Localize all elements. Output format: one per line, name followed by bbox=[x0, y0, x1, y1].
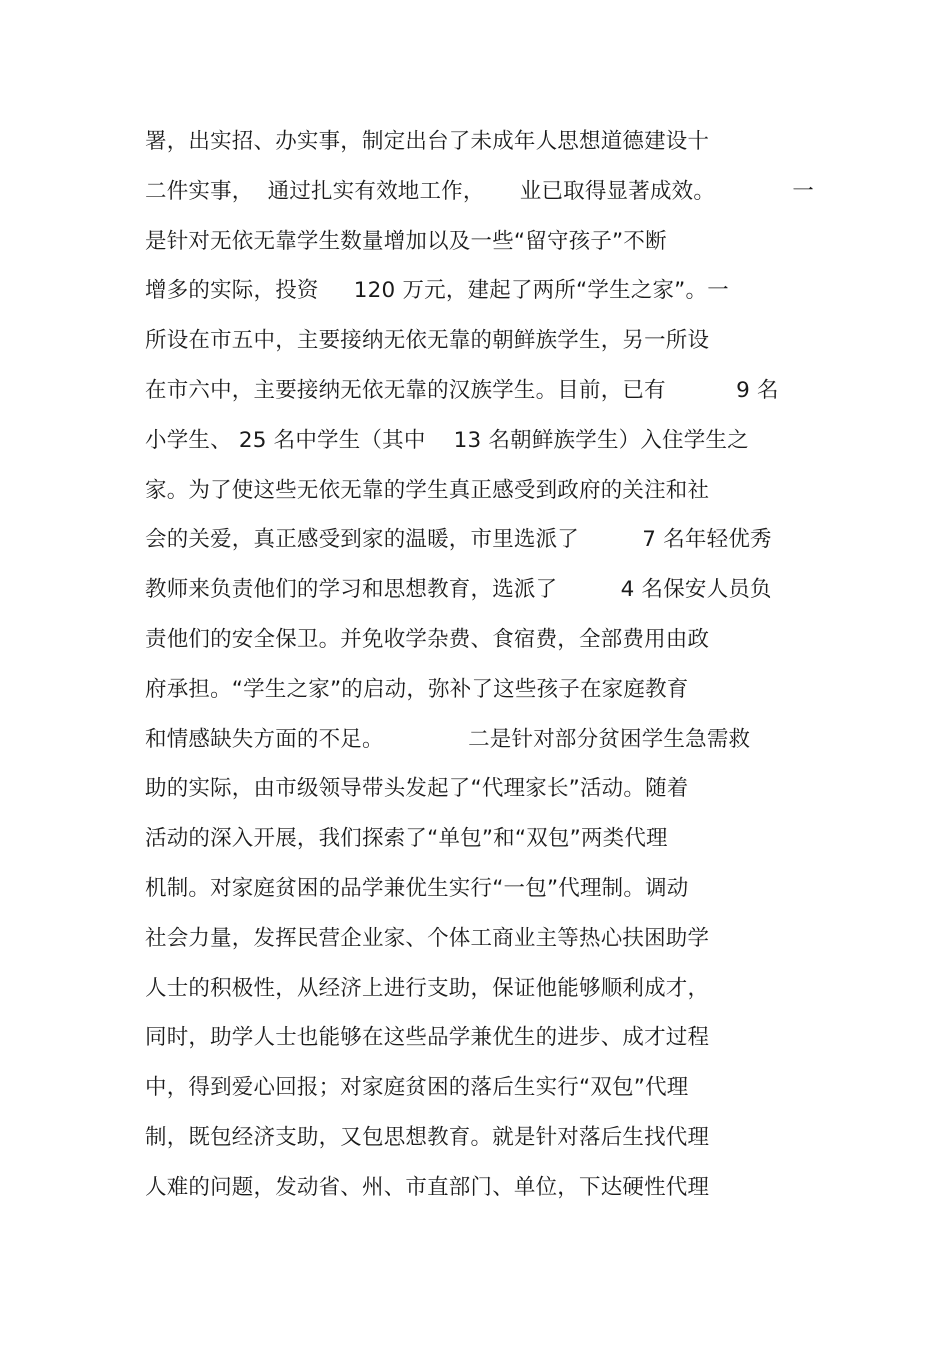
text-line: 人士的积极性，从经济上进行支助，保证他能够顺利成才， bbox=[145, 975, 710, 1001]
text-line: 助的实际，由市级领导带头发起了“代理家长”活动。随着 bbox=[145, 776, 689, 802]
text-line: 和情感缺失方面的不足。 二是针对部分贫困学生急需救 bbox=[145, 726, 751, 752]
text-line: 所设在市五中，主要接纳无依无靠的朝鲜族学生，另一所设 bbox=[145, 328, 710, 354]
text-line: 机制。对家庭贫困的品学兼优生实行“一包”代理制。调动 bbox=[145, 875, 689, 901]
body-text bbox=[145, 122, 845, 1218]
text-line: 同时，助学人士也能够在这些品学兼优生的进步、成才过程 bbox=[145, 1025, 710, 1051]
text-line: 在市六中，主要接纳无依无靠的汉族学生。目前，已有 9 名 bbox=[145, 377, 779, 403]
text-line: 人难的问题，发动省、州、市直部门、单位，下达硬性代理 bbox=[145, 1174, 710, 1200]
text-line: 会的关爱，真正感受到家的温暖，市里选派了 7 名年轻优秀 bbox=[145, 527, 772, 553]
text-line: 教师来负责他们的学习和思想教育，选派了 4 名保安人员负 bbox=[145, 577, 772, 603]
text-line: 活动的深入开展，我们探索了“单包”和“双包”两类代理 bbox=[145, 826, 668, 852]
text-line: 责他们的安全保卫。并免收学杂费、食宿费，全部费用由政 bbox=[145, 626, 710, 652]
text-line: 社会力量，发挥民营企业家、个体工商业主等热心扶困助学 bbox=[145, 925, 710, 951]
text-line: 家。为了使这些无依无靠的学生真正感受到政府的关注和社 bbox=[145, 477, 710, 503]
text-line: 增多的实际，投资 120 万元，建起了两所“学生之家”。一 bbox=[145, 278, 729, 304]
text-line: 署，出实招、办实事，制定出台了未成年人思想道德建设十 bbox=[145, 129, 710, 154]
text-line: 小学生、 25 名中学生（其中 13 名朝鲜族学生）入住学生之 bbox=[145, 427, 749, 453]
text-line: 中，得到爱心回报；对家庭贫困的落后生实行“双包”代理 bbox=[145, 1075, 689, 1101]
text-line: 府承担。“学生之家”的启动，弥补了这些孩子在家庭教育 bbox=[145, 676, 689, 702]
text-line: 是针对无依无靠学生数量增加以及一些“留守孩子”不断 bbox=[145, 228, 667, 254]
text-line: 二件实事， 通过扎实有效地工作， 业已取得显著成效。 一 bbox=[145, 178, 815, 204]
text-line: 制，既包经济支助，又包思想教育。就是针对落后生找代理 bbox=[145, 1124, 710, 1150]
